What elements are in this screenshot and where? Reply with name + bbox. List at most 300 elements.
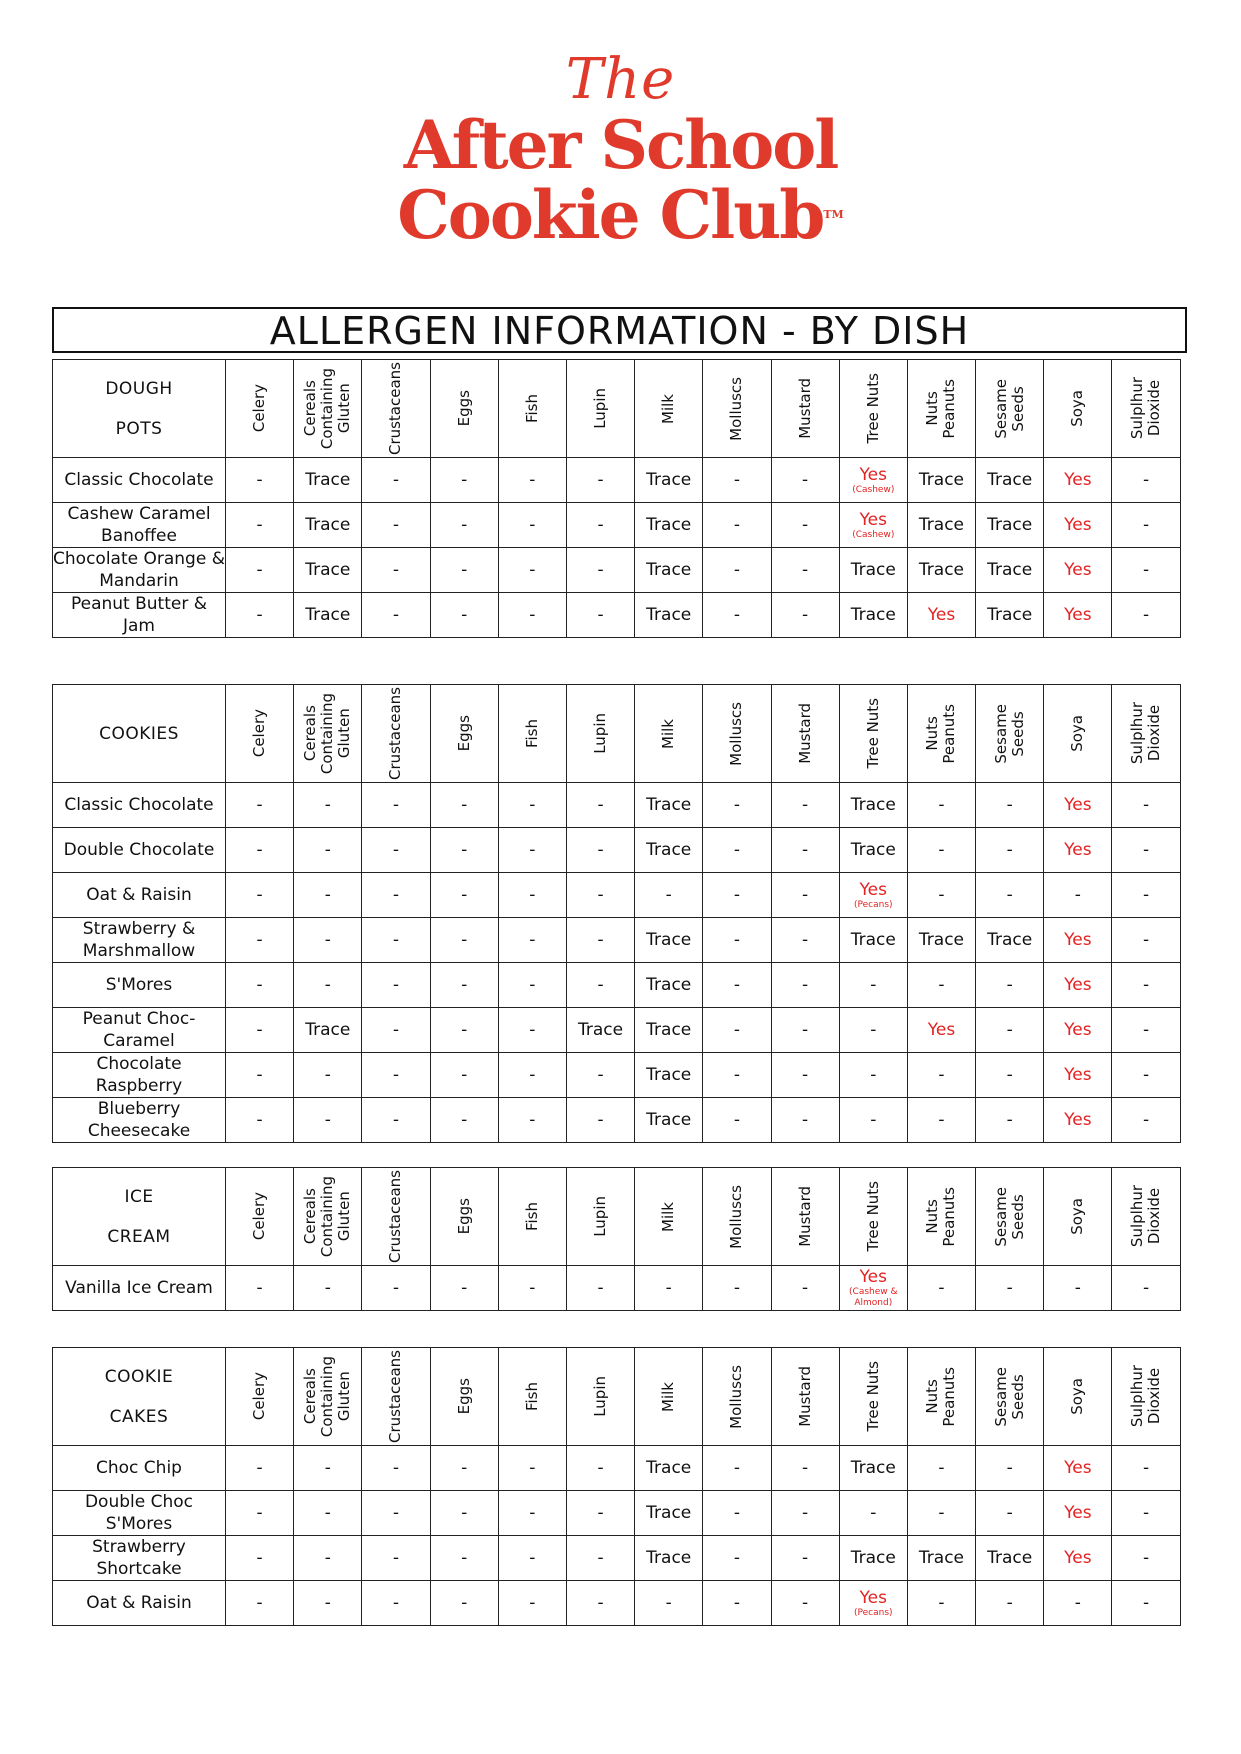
dish-name: Strawberry & Marshmallow (53, 918, 226, 963)
allergen-header-wrap (840, 1169, 907, 1265)
allergen-cell (1112, 1098, 1180, 1143)
allergen-value: - (324, 1065, 331, 1085)
allergen-value: Trace (646, 1020, 692, 1040)
allergen-label: Mustard (795, 703, 814, 764)
table-row (53, 1098, 1181, 1143)
logo-cookie-club-text: Cookie Club (397, 176, 824, 254)
allergen-header (907, 1348, 975, 1446)
allergen-header-wrap (362, 1169, 429, 1265)
allergen-label: Lupin (591, 1376, 610, 1417)
allergen-header-wrap (840, 1349, 907, 1445)
allergen-cell (771, 548, 839, 593)
allergen-value: - (733, 1548, 740, 1568)
allergen-label: Celery (250, 1192, 269, 1241)
allergen-cell (771, 593, 839, 638)
allergen-value: - (529, 1065, 536, 1085)
allergen-cell (907, 458, 975, 503)
allergen-header-wrap (362, 686, 429, 782)
allergen-cell (1112, 1053, 1180, 1098)
allergen-label: Mustard (795, 1366, 814, 1427)
allergen-header (703, 685, 771, 783)
allergen-cell (430, 1446, 498, 1491)
allergen-value: - (938, 1593, 945, 1613)
allergen-label: Molluscs (727, 376, 746, 441)
allergen-cell (839, 1446, 907, 1491)
allergen-cell (635, 1446, 703, 1491)
allergen-cell (907, 593, 975, 638)
allergen-value: - (870, 1065, 877, 1085)
allergen-header-wrap (431, 1349, 498, 1445)
allergen-cell (1112, 593, 1180, 638)
allergen-header-wrap (499, 1169, 566, 1265)
allergen-value: - (802, 1020, 809, 1040)
allergen-header (635, 685, 703, 783)
allergen-value: - (733, 1110, 740, 1130)
allergen-cell (226, 828, 294, 873)
allergen-value: - (1006, 795, 1013, 815)
allergen-label: Soya (1068, 1198, 1087, 1235)
logo-cookie-club (0, 176, 1241, 254)
allergen-value: Trace (646, 560, 692, 580)
allergen-value: Trace (918, 560, 965, 580)
allergen-label: Eggs (454, 715, 473, 752)
allergen-label: Nuts Peanuts (923, 1186, 959, 1247)
allergen-header (635, 1168, 703, 1266)
table-row (53, 1536, 1181, 1581)
allergen-cell (976, 503, 1044, 548)
allergen-label: Crustaceans (386, 1169, 405, 1264)
allergen-header-wrap (635, 361, 702, 457)
allergen-cell (635, 783, 703, 828)
allergen-header (1044, 1168, 1112, 1266)
allergen-cell (294, 873, 362, 918)
allergen-value: Trace (577, 1020, 624, 1040)
dish-name: Double Chocolate (53, 828, 226, 873)
allergen-value: - (256, 885, 263, 905)
allergen-cell (703, 503, 771, 548)
allergen-value: - (733, 885, 740, 905)
allergen-value: Trace (646, 1110, 692, 1130)
allergen-note: (Cashew & Almond) (849, 1287, 898, 1308)
allergen-label: Sesame Seeds (991, 1366, 1027, 1427)
allergen-cell (1112, 548, 1180, 593)
allergen-cell (566, 828, 634, 873)
allergen-value: - (1142, 975, 1150, 995)
allergen-value: - (1142, 605, 1150, 625)
allergen-value: - (256, 795, 263, 815)
allergen-cell (703, 1098, 771, 1143)
allergen-cell (839, 1008, 907, 1053)
allergen-value: - (256, 1278, 263, 1298)
allergen-value: - (597, 885, 604, 905)
allergen-value: - (870, 1503, 877, 1523)
table-row (53, 828, 1181, 873)
allergen-cell (1044, 458, 1112, 503)
allergen-value: Yes (859, 1267, 887, 1287)
table-row (53, 1581, 1181, 1626)
allergen-value: - (529, 470, 536, 490)
dish-name: Classic Chocolate (53, 458, 226, 503)
allergen-value: - (529, 1458, 536, 1478)
allergen-header-wrap (703, 1349, 770, 1445)
allergen-cell (907, 1266, 975, 1311)
dish-name: Strawberry Shortcake (53, 1536, 226, 1581)
header-row (53, 1348, 1181, 1446)
allergen-cell (430, 593, 498, 638)
allergen-cell (566, 1491, 634, 1536)
allergen-label: Milk (659, 718, 678, 749)
allergen-value: - (324, 885, 331, 905)
allergen-header-wrap (908, 686, 975, 782)
allergen-value: Yes (1064, 1020, 1092, 1040)
allergen-cell (226, 873, 294, 918)
table-row (53, 548, 1181, 593)
allergen-value: - (1142, 1065, 1150, 1085)
allergen-value: Trace (305, 515, 351, 535)
allergen-value: - (733, 930, 740, 950)
allergen-label: Sulplhur Dioxide (1128, 702, 1164, 765)
allergen-header (1044, 685, 1112, 783)
allergen-header (976, 1348, 1044, 1446)
allergen-value: - (733, 975, 740, 995)
allergen-value: Trace (305, 470, 351, 490)
allergen-value: Yes (859, 464, 887, 485)
allergen-value: Trace (646, 605, 692, 625)
allergen-header-wrap (703, 361, 770, 457)
section-title: COOKIES (53, 685, 226, 783)
allergen-value: - (324, 795, 331, 815)
allergen-header-wrap (976, 1349, 1043, 1445)
allergen-cell (771, 1053, 839, 1098)
allergen-cell (703, 1008, 771, 1053)
allergen-value: - (256, 1548, 263, 1568)
allergen-cell (1112, 1491, 1180, 1536)
allergen-header-wrap (840, 686, 907, 782)
allergen-cell (1044, 1491, 1112, 1536)
allergen-label: Tree Nuts (863, 698, 882, 769)
allergen-value: - (1142, 795, 1150, 815)
allergen-header (294, 685, 362, 783)
allergen-value: - (461, 605, 468, 625)
allergen-value: - (938, 1503, 945, 1523)
allergen-cell (566, 963, 634, 1008)
allergen-value: - (733, 470, 740, 490)
dish-name: Vanilla Ice Cream (53, 1266, 226, 1311)
allergen-value: - (392, 1020, 400, 1040)
allergen-value: - (870, 975, 877, 995)
allergen-label: Milk (659, 1381, 678, 1412)
allergen-cell (1044, 1536, 1112, 1581)
allergen-cell (498, 1266, 566, 1311)
allergen-cell (226, 458, 294, 503)
allergen-value: - (1142, 560, 1150, 580)
allergen-cell (703, 593, 771, 638)
allergen-label: Lupin (591, 388, 610, 429)
allergen-header (839, 685, 907, 783)
allergen-header (362, 685, 430, 783)
allergen-value: - (529, 1110, 536, 1130)
allergen-cell (703, 548, 771, 593)
logo-after-school: After School (403, 106, 838, 184)
allergen-header (635, 1348, 703, 1446)
allergen-value: - (392, 605, 400, 625)
allergen-cell (635, 828, 703, 873)
allergen-cell (294, 1581, 362, 1626)
allergen-value: - (256, 605, 263, 625)
allergen-value: Yes (1064, 1458, 1092, 1478)
allergen-label: Sesame Seeds (991, 1186, 1027, 1247)
allergen-label: Fish (522, 393, 541, 424)
allergen-cell (226, 548, 294, 593)
allergen-value: - (938, 840, 945, 860)
allergen-cell (566, 873, 634, 918)
allergen-label: Mustard (795, 1186, 814, 1247)
allergen-cell (362, 458, 430, 503)
allergen-value: - (461, 1065, 468, 1085)
allergen-header (294, 1168, 362, 1266)
allergen-cell (907, 1008, 975, 1053)
allergen-cell (226, 1053, 294, 1098)
allergen-label: Nuts Peanuts (923, 378, 959, 439)
allergen-label: Tree Nuts (863, 1361, 882, 1432)
allergen-value: - (802, 1278, 809, 1298)
allergen-value: - (392, 1593, 400, 1613)
allergen-cell (976, 828, 1044, 873)
allergen-label: Molluscs (727, 701, 746, 766)
allergen-label: Celery (250, 709, 269, 758)
allergen-label: Lupin (591, 713, 610, 754)
allergen-cell (430, 1053, 498, 1098)
allergen-header-wrap (362, 1349, 429, 1445)
allergen-value: - (1142, 1110, 1150, 1130)
allergen-header-wrap (294, 686, 361, 782)
allergen-value: - (665, 885, 672, 905)
allergen-header (498, 360, 566, 458)
allergen-header (498, 1168, 566, 1266)
allergen-header (498, 1348, 566, 1446)
allergen-header (1112, 360, 1180, 458)
allergen-cell (976, 783, 1044, 828)
allergen-value: - (461, 975, 468, 995)
allergen-value: - (392, 1065, 400, 1085)
allergen-value: Trace (646, 515, 692, 535)
allergen-header (771, 685, 839, 783)
allergen-header (1112, 1168, 1180, 1266)
allergen-cell (498, 963, 566, 1008)
allergen-value: - (733, 840, 740, 860)
allergen-cell (703, 783, 771, 828)
allergen-value: - (256, 1458, 263, 1478)
allergen-cell (362, 828, 430, 873)
allergen-value: - (461, 560, 468, 580)
allergen-value: - (1142, 515, 1150, 535)
allergen-value: - (324, 1548, 331, 1568)
allergen-cell (907, 548, 975, 593)
allergen-value: Trace (850, 605, 896, 625)
allergen-header (1112, 685, 1180, 783)
allergen-value: - (392, 840, 400, 860)
allergen-value: - (529, 560, 536, 580)
allergen-value: - (802, 1110, 809, 1130)
dish-name: Blueberry Cheesecake (53, 1098, 226, 1143)
allergen-cell (976, 1491, 1044, 1536)
allergen-value: - (461, 1458, 468, 1478)
allergen-cell (635, 503, 703, 548)
allergen-cell (635, 918, 703, 963)
allergen-cell (771, 1008, 839, 1053)
allergen-value: - (324, 975, 331, 995)
allergen-value: - (802, 1458, 809, 1478)
allergen-header (566, 1348, 634, 1446)
allergen-value: Trace (987, 1548, 1033, 1568)
allergen-header-wrap (226, 361, 293, 457)
allergen-value: - (1142, 470, 1150, 490)
allergen-cell (294, 1098, 362, 1143)
allergen-value: - (256, 560, 263, 580)
allergen-header (566, 360, 634, 458)
allergen-value: - (461, 1593, 468, 1613)
dish-name: Chocolate Orange & Mandarin (53, 549, 225, 591)
trademark-mark: TM (823, 208, 844, 221)
allergen-value: - (324, 1503, 331, 1523)
allergen-header-wrap (1112, 361, 1179, 457)
allergen-header (498, 685, 566, 783)
allergen-cell (976, 593, 1044, 638)
allergen-value: - (938, 1458, 945, 1478)
allergen-cell (771, 458, 839, 503)
table-row (53, 503, 1181, 548)
allergen-header-wrap (772, 1349, 839, 1445)
allergen-cell (498, 1536, 566, 1581)
allergen-cell (907, 963, 975, 1008)
allergen-cell (430, 548, 498, 593)
allergen-cell (976, 918, 1044, 963)
allergen-cell (566, 1581, 634, 1626)
allergen-value: Trace (918, 1548, 965, 1568)
allergen-header-wrap (499, 686, 566, 782)
allergen-cell (1044, 503, 1112, 548)
allergen-cell (907, 873, 975, 918)
allergen-value: - (1006, 1278, 1013, 1298)
allergen-table-ice-cream (52, 1167, 1181, 1311)
allergen-cell (839, 503, 907, 548)
allergen-header-wrap (499, 361, 566, 457)
allergen-cell (1112, 1266, 1180, 1311)
allergen-cell (976, 1008, 1044, 1053)
allergen-cell (430, 963, 498, 1008)
allergen-cell (1112, 1536, 1180, 1581)
allergen-cell (703, 1053, 771, 1098)
allergen-label: Celery (250, 1372, 269, 1421)
allergen-cell (294, 593, 362, 638)
allergen-value: Trace (646, 930, 692, 950)
allergen-value: - (256, 1593, 263, 1613)
allergen-value: Yes (1064, 1110, 1092, 1130)
allergen-value: Trace (305, 560, 351, 580)
allergen-value: Trace (646, 1065, 692, 1085)
allergen-value: Yes (1064, 1065, 1092, 1085)
allergen-value: - (461, 470, 468, 490)
allergen-label: Nuts Peanuts (923, 1366, 959, 1427)
allergen-cell (976, 1053, 1044, 1098)
allergen-value: - (938, 795, 945, 815)
allergen-header (703, 1168, 771, 1266)
allergen-cell (566, 593, 634, 638)
allergen-value: - (324, 1110, 331, 1130)
allergen-value: - (733, 1458, 740, 1478)
allergen-header (1044, 1348, 1112, 1446)
allergen-cell (294, 1536, 362, 1581)
allergen-cell (771, 1581, 839, 1626)
allergen-header (362, 1168, 430, 1266)
allergen-label: Fish (522, 718, 541, 749)
allergen-value: - (597, 1458, 604, 1478)
allergen-cell (566, 503, 634, 548)
allergen-value: - (733, 1020, 740, 1040)
allergen-value: Trace (918, 470, 965, 490)
allergen-value: - (529, 840, 536, 860)
table-row (53, 1491, 1181, 1536)
allergen-header (1112, 1348, 1180, 1446)
allergen-cell (1112, 1446, 1180, 1491)
allergen-cell (635, 1008, 703, 1053)
allergen-table-cookies (52, 684, 1181, 1143)
allergen-cell (430, 1008, 498, 1053)
allergen-cell (362, 548, 430, 593)
allergen-cell (635, 1053, 703, 1098)
allergen-label: Cereals Containing Gluten (301, 1355, 354, 1438)
allergen-value: - (802, 1065, 809, 1085)
allergen-value: - (256, 515, 263, 535)
allergen-cell (1044, 918, 1112, 963)
allergen-value: - (256, 930, 263, 950)
allergen-value: Trace (850, 840, 896, 860)
allergen-value: - (461, 1278, 468, 1298)
allergen-cell (226, 1491, 294, 1536)
allergen-header-wrap (294, 361, 361, 457)
allergen-value: - (256, 1020, 263, 1040)
allergen-cell (362, 503, 430, 548)
allergen-value: - (1006, 1503, 1013, 1523)
allergen-cell (566, 1008, 634, 1053)
allergen-cell (839, 1491, 907, 1536)
allergen-cell (1112, 458, 1180, 503)
allergen-value: - (802, 930, 809, 950)
allergen-cell (294, 503, 362, 548)
allergen-value: - (392, 1458, 400, 1478)
allergen-cell (1044, 1266, 1112, 1311)
allergen-header-wrap (567, 361, 634, 457)
allergen-value: - (802, 840, 809, 860)
allergen-header-wrap (1112, 1169, 1179, 1265)
allergen-value: Yes (1064, 605, 1092, 625)
allergen-value: - (1006, 1458, 1013, 1478)
allergen-value: Trace (850, 930, 896, 950)
allergen-header-wrap (976, 686, 1043, 782)
allergen-cell (566, 1536, 634, 1581)
allergen-header (362, 1348, 430, 1446)
allergen-value: - (802, 1548, 809, 1568)
allergen-cell (635, 1491, 703, 1536)
allergen-cell (294, 1446, 362, 1491)
allergen-header (226, 1348, 294, 1446)
allergen-value: - (256, 1110, 263, 1130)
allergen-cell (703, 918, 771, 963)
allergen-value: - (1142, 1503, 1150, 1523)
allergen-cell (771, 1536, 839, 1581)
allergen-header-wrap (840, 361, 907, 457)
allergen-value: Trace (646, 1548, 692, 1568)
